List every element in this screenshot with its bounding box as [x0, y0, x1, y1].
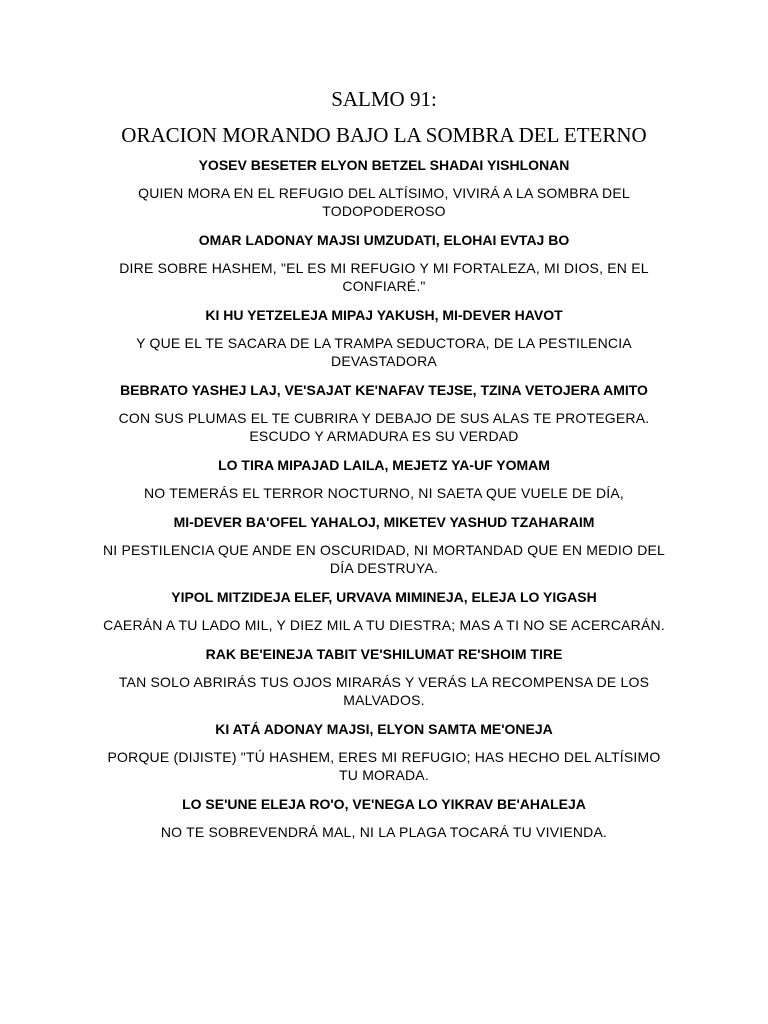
verse-7	[100, 588, 668, 634]
verse-5	[100, 456, 668, 502]
verse-transliteration: LO TIRA MIPAJAD LAILA, MEJETZ YA-UF YOMAM	[218, 457, 550, 473]
verse-list	[100, 156, 668, 841]
verse-transliteration: RAK BE'EINEJA TABIT VE'SHILUMAT RE'SHOIM TIRE	[205, 646, 563, 662]
verse-8	[100, 645, 668, 709]
verse-translation: NO TE SOBREVENDRÁ MAL, NI LA PLAGA TOCARÁ TU VIVIENDA.	[160, 824, 608, 840]
verse-translation: Y QUE EL TE SACARA DE LA TRAMPA SEDUCTORA, DE LA PESTILENCIA DEVASTADORA	[136, 335, 632, 369]
verse-translation: TAN SOLO ABRIRÁS TUS OJOS MIRARÁS Y VERÁS LA RECOMPENSA DE LOS MALVADOS.	[118, 674, 650, 708]
verse-transliteration: OMAR LADONAY MAJSI UMZUDATI, ELOHAI EVTAJ BO	[198, 232, 570, 248]
verse-translation: PORQUE (DIJISTE) "TÚ HASHEM, ERES MI REFUGIO; HAS HECHO DEL ALTÍSIMO TU MORADA.	[107, 749, 661, 783]
verse-3	[100, 306, 668, 370]
verse-transliteration: KI HU YETZELEJA MIPAJ YAKUSH, MI-DEVER HAVOT	[205, 307, 563, 323]
verse-1	[100, 156, 668, 220]
verse-translation: NO TEMERÁS EL TERROR NOCTURNO, NI SAETA QUE VUELE DE DÍA,	[144, 485, 624, 501]
verse-translation: DIRE SOBRE HASHEM, "EL ES MI REFUGIO Y MI FORTALEZA, MI DIOS, EN EL CONFIARÉ."	[119, 260, 649, 294]
verse-9	[100, 720, 668, 784]
verse-6	[100, 513, 668, 577]
document-page	[100, 86, 668, 852]
verse-transliteration: KI ATÁ ADONAY MAJSI, ELYON SAMTA ME'ONEJA	[215, 721, 553, 737]
verse-transliteration: LO SE'UNE ELEJA RO'O, VE'NEGA LO YIKRAV BE'AHALEJA	[182, 796, 586, 812]
verse-10	[100, 795, 668, 841]
verse-transliteration: MI-DEVER BA'OFEL YAHALOJ, MIKETEV YASHUD TZAHARAIM	[173, 514, 595, 530]
verse-2	[100, 231, 668, 295]
document-title: SALMO 91:	[331, 87, 437, 111]
verse-translation: CAERÁN A TU LADO MIL, Y DIEZ MIL A TU DIESTRA; MAS A TI NO SE ACERCARÁN.	[103, 617, 665, 633]
verse-translation: NI PESTILENCIA QUE ANDE EN OSCURIDAD, NI MORTANDAD QUE EN MEDIO DEL DÍA DESTRUYA.	[102, 542, 666, 576]
document-subtitle: ORACION MORANDO BAJO LA SOMBRA DEL ETERNO	[121, 123, 647, 147]
verse-transliteration: YIPOL MITZIDEJA ELEF, URVAVA MIMINEJA, ELEJA LO YIGASH	[171, 589, 597, 605]
verse-transliteration: YOSEV BESETER ELYON BETZEL SHADAI YISHLONAN	[198, 157, 570, 173]
verse-translation: QUIEN MORA EN EL REFUGIO DEL ALTÍSIMO, VIVIRÁ A LA SOMBRA DEL TODOPODEROSO	[138, 185, 630, 219]
verse-translation: CON SUS PLUMAS EL TE CUBRIRA Y DEBAJO DE SUS ALAS TE PROTEGERA. ESCUDO Y ARMADURA ES SU VERDAD	[118, 410, 650, 444]
verse-transliteration: BEBRATO YASHEJ LAJ, VE'SAJAT KE'NAFAV TEJSE, TZINA VETOJERA AMITO	[120, 382, 648, 398]
verse-4	[100, 381, 668, 445]
